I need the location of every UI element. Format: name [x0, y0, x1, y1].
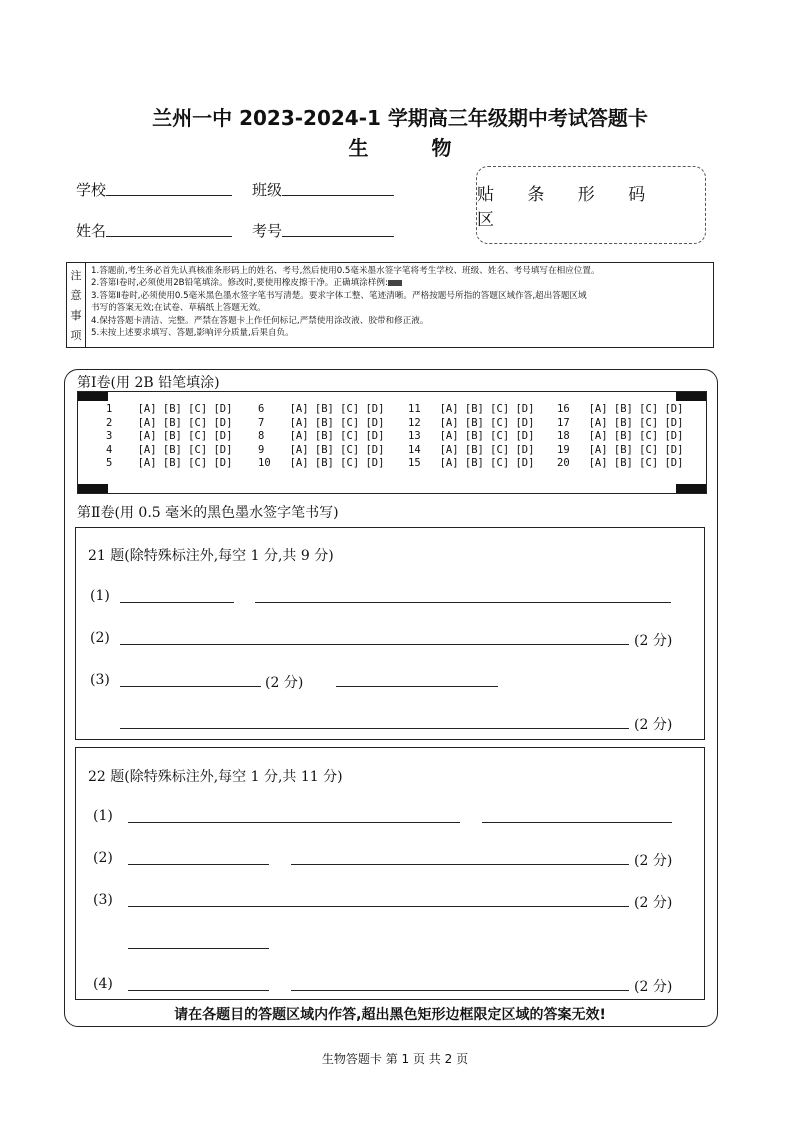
- mc-question-row[interactable]: 3 [A] [B] [C] [D]: [106, 430, 233, 442]
- alignment-mark: [78, 392, 108, 401]
- note-line: 1.答题前,考生务必首先认真核准条形码上的姓名、考号,然后使用0.5毫米墨水签字笔将考生学校、班级、姓名、考号填写在相应位置。: [91, 266, 600, 276]
- class-field[interactable]: [282, 179, 394, 196]
- note-line-text: 2.答第Ⅰ卷时,必须使用2B铅笔填涂。修改时,要使用橡皮擦干净。正确填涂样例:: [91, 278, 388, 289]
- multiple-choice-box: [77, 391, 707, 494]
- notes-side: [67, 263, 86, 347]
- q21-item-number: (3): [90, 672, 110, 688]
- q21-1-blank-a[interactable]: [120, 586, 234, 603]
- school-label: 学校: [76, 181, 107, 199]
- note-line: 3.答第Ⅱ卷时,必须使用0.5毫米黑色墨水签字笔书写清楚。要求字体工整、笔迹清晰。严格按题号所指的答题区域作答,超出答题区域: [91, 290, 587, 301]
- alignment-mark: [78, 484, 108, 493]
- q22-1-blank-a[interactable]: [128, 806, 460, 823]
- mc-question-row[interactable]: 6 [A] [B] [C] [D]: [258, 403, 385, 415]
- alignment-mark: [676, 484, 706, 493]
- q21-1-blank-b[interactable]: [255, 586, 671, 603]
- mc-question-row[interactable]: 12 [A] [B] [C] [D]: [408, 416, 535, 429]
- notes-body: [86, 263, 713, 347]
- barcode-area: [476, 166, 706, 244]
- mc-question-row[interactable]: 15 [A] [B] [C] [D]: [408, 457, 535, 469]
- mc-question-row[interactable]: 13 [A] [B] [C] [D]: [408, 430, 535, 442]
- boundary-warning: 请在各题目的答题区域内作答,超出黑色矩形边框限定区域的答案无效!: [174, 1007, 606, 1023]
- fill-sample-swatch: [388, 280, 402, 286]
- q22-4-blank-a[interactable]: [128, 974, 269, 991]
- alignment-mark: [676, 392, 706, 401]
- q21-item-number: (1): [90, 588, 110, 604]
- q21-item-number: (2): [90, 630, 110, 646]
- q22-item-number: (3): [93, 892, 113, 908]
- q22-2-blank-a[interactable]: [128, 848, 269, 865]
- notes-side-char: 项: [70, 329, 82, 342]
- notes-side-char: 事: [70, 309, 82, 322]
- q22-3-blank-a[interactable]: [128, 890, 629, 907]
- q22-1-blank-b[interactable]: [482, 806, 672, 823]
- mc-question-row[interactable]: 10 [A] [B] [C] [D]: [258, 457, 385, 469]
- mc-question-row[interactable]: 17 [A] [B] [C] [D]: [557, 416, 684, 429]
- mc-question-row[interactable]: 5 [A] [B] [C] [D]: [106, 457, 233, 469]
- part1-label: 第Ⅰ卷(用 2B 铅笔填涂): [77, 375, 220, 391]
- mc-question-row[interactable]: 1 [A] [B] [C] [D]: [106, 403, 233, 415]
- q22-item-number: (1): [93, 808, 113, 824]
- score-label: (2 分): [634, 853, 673, 869]
- barcode-label: 贴 条 形 码 区: [477, 185, 660, 230]
- school-field[interactable]: [106, 179, 232, 196]
- q21-3-blank-a[interactable]: [120, 670, 261, 687]
- page-footer: 生物答题卡 第 1 页 共 2 页: [321, 1052, 469, 1066]
- mc-question-row[interactable]: 19 [A] [B] [C] [D]: [557, 443, 684, 456]
- score-label: (2 分): [634, 717, 673, 733]
- note-line: [91, 277, 708, 289]
- q22-title: 22 题(除特殊标注外,每空 1 分,共 11 分): [88, 769, 343, 785]
- score-label: (2 分): [265, 675, 304, 691]
- notes-box: [66, 262, 714, 348]
- notes-side-char: 意: [70, 289, 82, 302]
- note-line: 5.未按上述要求填写、答题,影响评分质量,后果自负。: [91, 328, 294, 339]
- q21-title: 21 题(除特殊标注外,每空 1 分,共 9 分): [88, 548, 334, 564]
- q21-3-blank-c[interactable]: [120, 712, 629, 729]
- mc-question-row[interactable]: 11 [A] [B] [C] [D]: [408, 403, 535, 415]
- mc-question-row[interactable]: 9 [A] [B] [C] [D]: [258, 443, 385, 456]
- note-line: 4.保持答题卡清洁、完整。严禁在答题卡上作任何标记,严禁使用涂改液、胶带和修正液。: [91, 315, 429, 326]
- mc-question-row[interactable]: 2 [A] [B] [C] [D]: [106, 416, 233, 429]
- page-title: 兰州一中 2023-2024-1 学期高三年级期中考试答题卡: [152, 106, 648, 130]
- mc-question-row[interactable]: 4 [A] [B] [C] [D]: [106, 443, 233, 456]
- q22-item-number: (4): [93, 976, 113, 992]
- score-label: (2 分): [634, 895, 673, 911]
- name-label: 姓名: [76, 222, 107, 240]
- note-line: 书写的答案无效;在试卷、草稿纸上答题无效。: [91, 303, 266, 314]
- q22-2-blank-b[interactable]: [291, 848, 629, 865]
- score-label: (2 分): [634, 979, 673, 995]
- part2-label: 第Ⅱ卷(用 0.5 毫米的黑色墨水签字笔书写): [77, 505, 339, 521]
- mc-question-row[interactable]: 20 [A] [B] [C] [D]: [557, 457, 684, 469]
- mc-question-row[interactable]: 7 [A] [B] [C] [D]: [258, 416, 385, 429]
- mc-question-row[interactable]: 8 [A] [B] [C] [D]: [258, 430, 385, 442]
- mc-question-row[interactable]: 16 [A] [B] [C] [D]: [557, 403, 684, 415]
- notes-side-char: 注: [70, 269, 82, 282]
- subject-title: 生 物: [348, 136, 480, 160]
- exam-no-label: 考号: [252, 222, 283, 240]
- q22-3-blank-b[interactable]: [128, 932, 269, 949]
- mc-question-row[interactable]: 18 [A] [B] [C] [D]: [557, 430, 684, 442]
- q22-4-blank-b[interactable]: [291, 974, 629, 991]
- score-label: (2 分): [634, 633, 673, 649]
- q21-2-blank[interactable]: [120, 628, 629, 645]
- class-label: 班级: [252, 181, 283, 199]
- exam-no-field[interactable]: [282, 220, 394, 237]
- q21-3-blank-b[interactable]: [336, 670, 498, 687]
- q22-item-number: (2): [93, 850, 113, 866]
- name-field[interactable]: [106, 220, 232, 237]
- mc-question-row[interactable]: 14 [A] [B] [C] [D]: [408, 443, 535, 456]
